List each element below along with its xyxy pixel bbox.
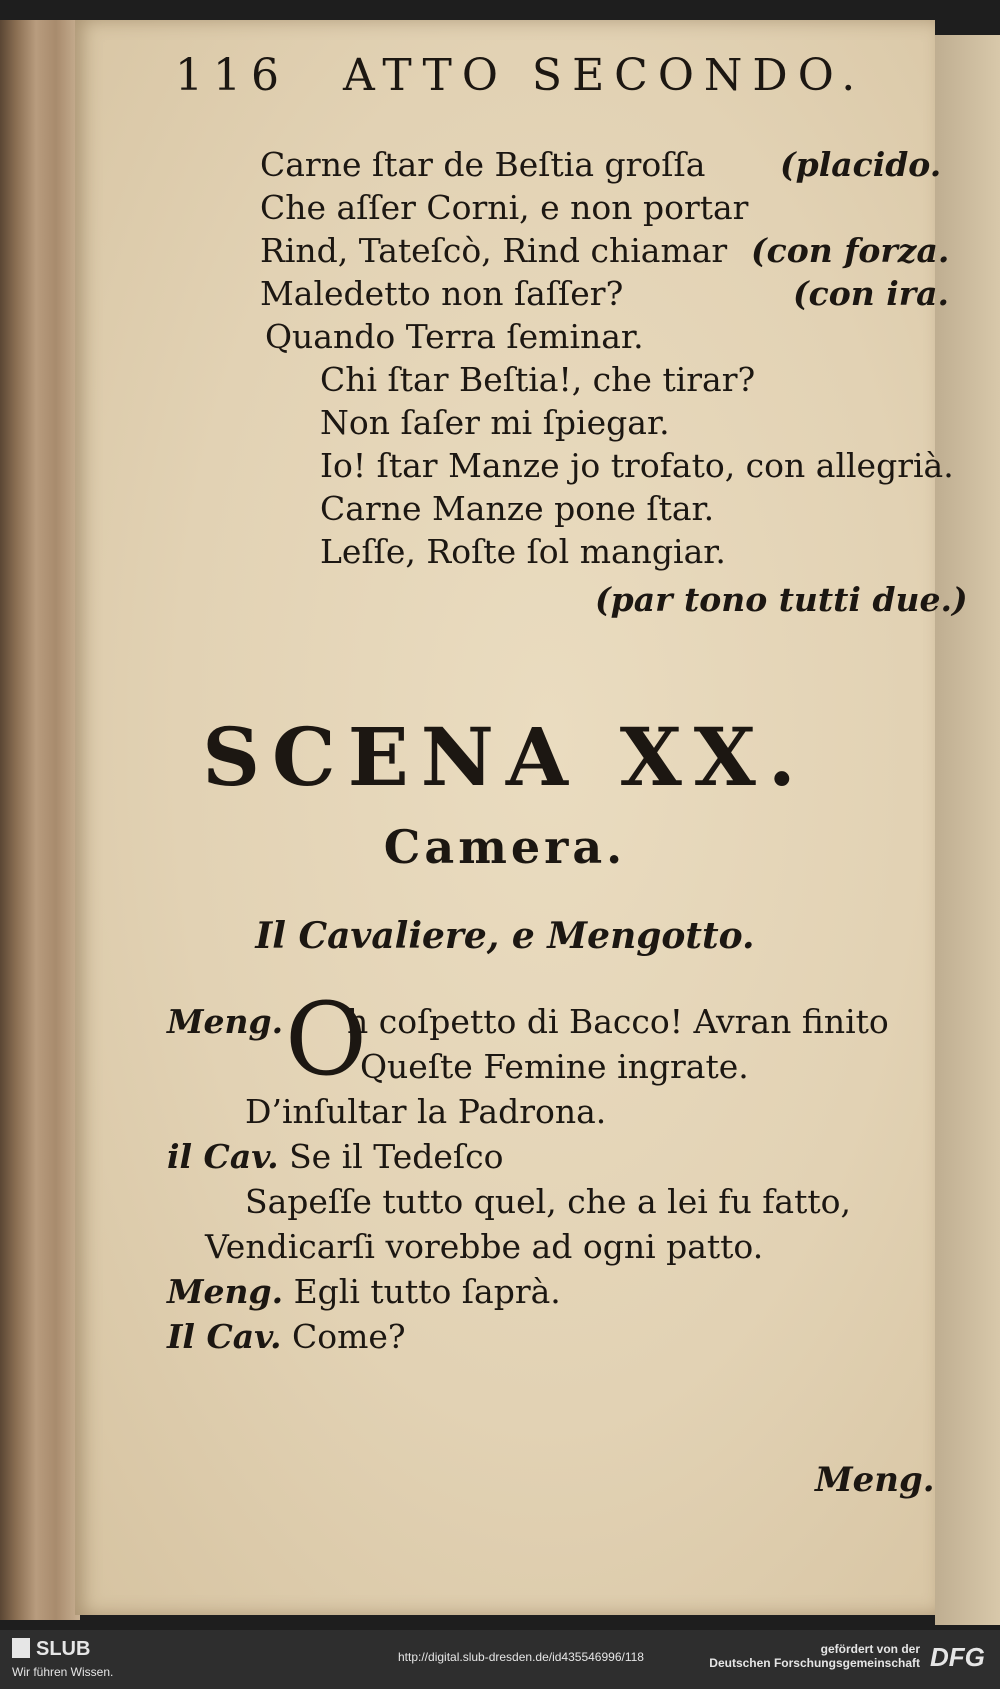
scene-title: SCENA XX. [202,710,808,804]
verse-line: Carne Manze pone ſtar. [320,489,715,528]
dfg-logo[interactable]: DFG [930,1642,985,1672]
book-fore-edge [0,20,80,1620]
verse-line: Che aſſer Corni, e non portar [260,188,749,227]
verse-line: Rind, Tateſcò, Rind chiamar [260,231,728,270]
stage-direction: (placido. [780,145,942,184]
verse-line: Leſſe, Roſte ſol mangiar. [320,532,726,571]
running-head [175,50,865,101]
dialogue-line: Vendicarſi vorebbe ad ogni patto. [205,1227,764,1266]
dialogue-line-with-speaker: Meng. Egli tutto ſaprà. [167,1272,561,1311]
scene-setting: Camera. [383,820,627,874]
speaker-label: Meng. [167,1002,284,1041]
page-number: 116 [175,50,289,101]
verse-line: Chi ſtar Beſtia!, che tirar? [320,360,756,399]
dialogue-line: h coſpetto di Bacco! Avran finito [347,1002,889,1041]
slub-tagline: Wir führen Wissen. [12,1665,114,1679]
stage-direction: (par tono tutti due.) [595,580,968,619]
book-page [75,20,968,1615]
verse-line: Io! ſtar Manze jo trofato, con allegrià. [320,446,954,485]
stage-direction: (con ira. [793,274,949,313]
funder-text: gefördert von der Deutschen Forschungsgemeinschaft [709,1642,920,1670]
catchword: Meng. [815,1460,935,1500]
drop-cap: O [285,981,367,1098]
stage-direction: (con forza. [751,231,950,270]
slub-logo[interactable]: SLUB [12,1638,90,1661]
verse-line: Non ſaſer mi ſpiegar. [320,403,670,442]
dialogue-line: Queſte Femine ingrate. [360,1047,749,1086]
dialogue-line-with-speaker: il Cav. Se il Tedeſco [167,1137,504,1176]
verse-line: Carne ſtar de Beſtia groſſa [260,145,706,184]
verse-line: Maledetto non ſaſſer? [260,274,624,313]
scene-characters: Il Cavaliere, e Mengotto. [255,915,755,957]
dialogue-line: Sapeſſe tutto quel, che a lei fu fatto, [245,1182,851,1221]
running-title: ATTO SECONDO. [342,50,866,101]
footer-bar [0,1630,1000,1689]
verse-line: Quando Terra ſeminar. [265,317,644,356]
slub-logo-icon [12,1638,30,1658]
source-url[interactable]: http://digital.slub-dresden.de/id435546996/118 [398,1650,644,1664]
dialogue-line: D’inſultar la Padrona. [245,1092,607,1131]
dialogue-line-with-speaker: Il Cav. Come? [167,1317,406,1356]
